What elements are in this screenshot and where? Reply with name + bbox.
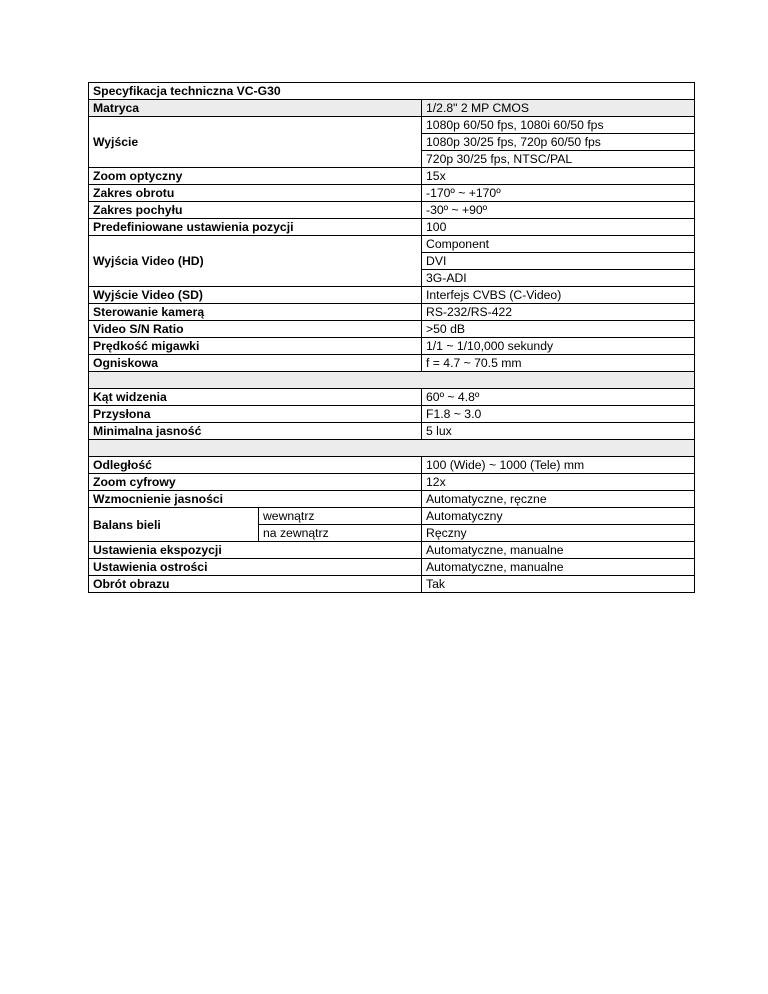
row-value: Automatyczne, manualne <box>422 559 695 576</box>
row-label: Predefiniowane ustawienia pozycji <box>89 219 422 236</box>
row-value: Automatyczne, ręczne <box>422 491 695 508</box>
row-value: Automatyczny <box>422 508 695 525</box>
row-value: f = 4.7 ~ 70.5 mm <box>422 355 695 372</box>
row-label: Zoom cyfrowy <box>89 474 422 491</box>
table-row <box>89 508 695 525</box>
row-value: Interfejs CVBS (C-Video) <box>422 287 695 304</box>
spec-table <box>88 82 695 593</box>
table-row <box>89 474 695 491</box>
row-label: Ustawienia ostrości <box>89 559 422 576</box>
row-value: 1/1 ~ 1/10,000 sekundy <box>422 338 695 355</box>
table-title: Specyfikacja techniczna VC-G30 <box>89 83 422 100</box>
row-label: Matryca <box>89 100 422 117</box>
row-value: Automatyczne, manualne <box>422 542 695 559</box>
row-label: Balans bieli <box>89 508 259 542</box>
table-row <box>89 542 695 559</box>
row-value: Ręczny <box>422 525 695 542</box>
row-label: Zakres pochyłu <box>89 202 422 219</box>
table-row <box>89 236 695 253</box>
row-value: Tak <box>422 576 695 593</box>
row-label: Wyjście Video (SD) <box>89 287 422 304</box>
table-row <box>89 287 695 304</box>
row-label: Video S/N Ratio <box>89 321 422 338</box>
row-value: 720p 30/25 fps, NTSC/PAL <box>422 151 695 168</box>
table-row <box>89 355 695 372</box>
row-value: -30º ~ +90º <box>422 202 695 219</box>
row-label: Obrót obrazu <box>89 576 422 593</box>
row-label: Wyjście <box>89 117 422 168</box>
row-value: 12x <box>422 474 695 491</box>
table-row <box>89 185 695 202</box>
row-sublabel: na zewnątrz <box>259 525 422 542</box>
spacer-row <box>89 372 695 389</box>
table-row <box>89 389 695 406</box>
spacer-row <box>89 440 695 457</box>
row-label: Prędkość migawki <box>89 338 422 355</box>
row-value: DVI <box>422 253 695 270</box>
row-label: Wyjścia Video (HD) <box>89 236 422 287</box>
table-row <box>89 304 695 321</box>
row-value: 1080p 60/50 fps, 1080i 60/50 fps <box>422 117 695 134</box>
table-row <box>89 202 695 219</box>
row-value: 15x <box>422 168 695 185</box>
row-label: Ogniskowa <box>89 355 422 372</box>
row-value: Component <box>422 236 695 253</box>
row-value: RS-232/RS-422 <box>422 304 695 321</box>
row-label: Przysłona <box>89 406 422 423</box>
row-value: 60º ~ 4.8º <box>422 389 695 406</box>
row-value: -170º ~ +170º <box>422 185 695 202</box>
table-row <box>89 219 695 236</box>
table-row <box>89 406 695 423</box>
table-row <box>89 457 695 474</box>
table-row <box>89 117 695 134</box>
table-row <box>89 491 695 508</box>
row-label: Minimalna jasność <box>89 423 422 440</box>
row-value: 1/2.8" 2 MP CMOS <box>422 100 695 117</box>
table-row <box>89 168 695 185</box>
row-label: Ustawienia ekspozycji <box>89 542 422 559</box>
row-value: 1080p 30/25 fps, 720p 60/50 fps <box>422 134 695 151</box>
row-value: F1.8 ~ 3.0 <box>422 406 695 423</box>
table-row <box>89 100 695 117</box>
table-row <box>89 576 695 593</box>
row-label: Kąt widzenia <box>89 389 422 406</box>
row-label: Zoom optyczny <box>89 168 422 185</box>
table-row <box>89 338 695 355</box>
row-value: 5 lux <box>422 423 695 440</box>
table-row <box>89 423 695 440</box>
row-value: >50 dB <box>422 321 695 338</box>
table-row <box>89 559 695 576</box>
row-sublabel: wewnątrz <box>259 508 422 525</box>
table-row <box>89 321 695 338</box>
row-label: Wzmocnienie jasności <box>89 491 422 508</box>
table-row <box>89 83 695 100</box>
row-label: Zakres obrotu <box>89 185 422 202</box>
row-label: Odległość <box>89 457 422 474</box>
row-label: Sterowanie kamerą <box>89 304 422 321</box>
row-value: 3G-ADI <box>422 270 695 287</box>
row-value: 100 (Wide) ~ 1000 (Tele) mm <box>422 457 695 474</box>
row-value: 100 <box>422 219 695 236</box>
